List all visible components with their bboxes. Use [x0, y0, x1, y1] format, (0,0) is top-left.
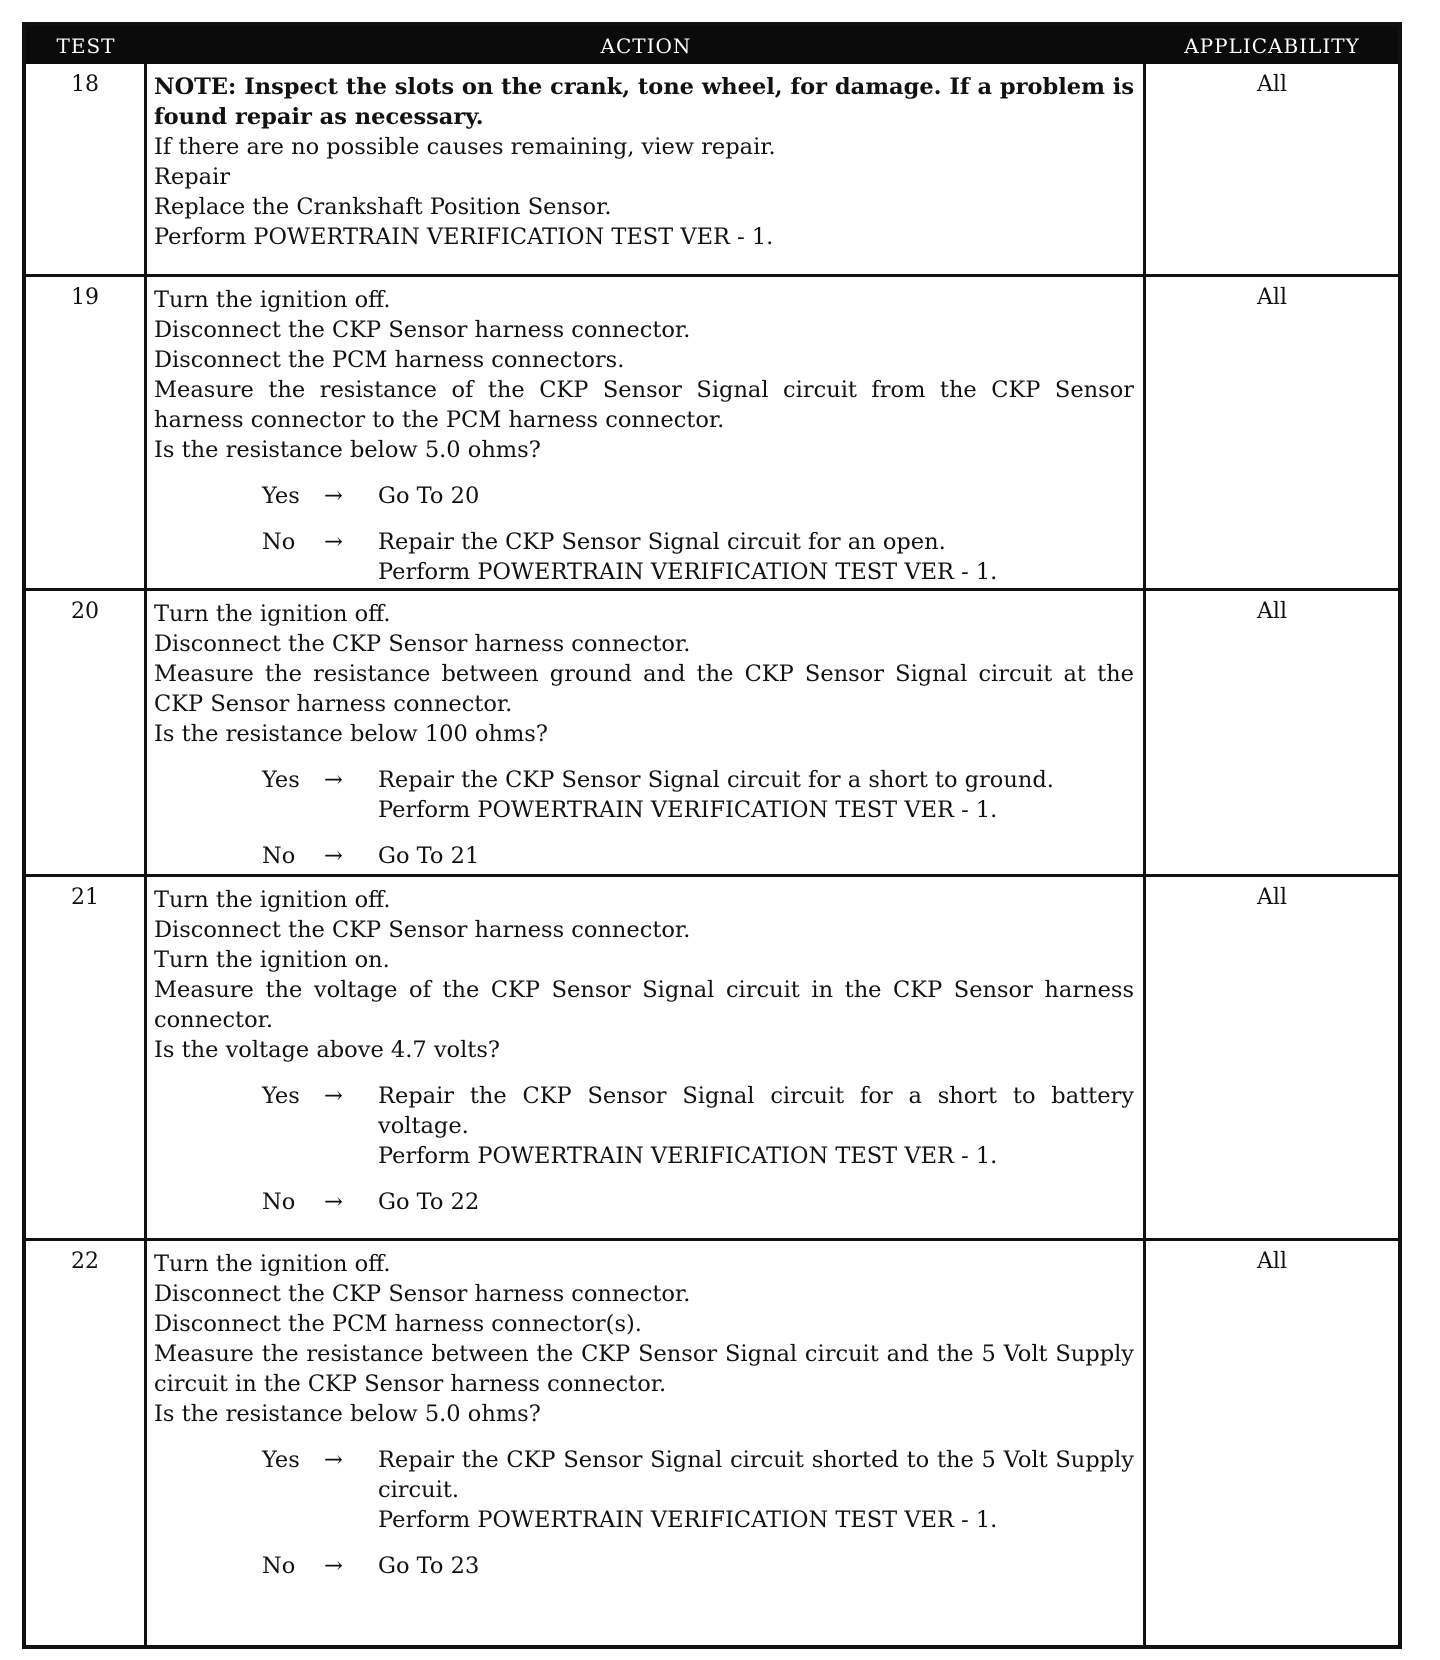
action-cell [154, 1249, 1134, 1581]
table-row [26, 274, 1398, 588]
no-label: No [262, 843, 296, 869]
test-number: 19 [71, 285, 99, 310]
action-line: Is the resistance below 100 ohms? [154, 721, 548, 747]
no-branch [154, 527, 1134, 587]
table-header [26, 26, 1398, 64]
yes-branch [154, 765, 1134, 825]
no-branch [154, 841, 1134, 871]
action-line: Turn the ignition on. [154, 947, 390, 973]
no-result: Go To 21 [378, 843, 480, 869]
table-row [26, 588, 1398, 874]
action-line: Disconnect the CKP Sensor harness connector. [154, 631, 691, 657]
applicability-value: All [1257, 72, 1287, 97]
no-result: Repair the CKP Sensor Signal circuit for an open. [378, 529, 946, 555]
arrow-icon: → [324, 529, 343, 555]
note-text: NOTE: Inspect the slots on the crank, tone wheel, for damage. If a problem is found repair as necessary. [154, 74, 1134, 130]
table-row [26, 64, 1398, 274]
action-cell [154, 285, 1134, 587]
action-line: Disconnect the CKP Sensor harness connector. [154, 317, 691, 343]
applicability-value: All [1257, 885, 1287, 910]
applicability-value: All [1257, 285, 1287, 310]
action-line: Measure the resistance between the CKP Sensor Signal circuit and the 5 Volt Supply circuit in the CKP Sensor harness connector. [154, 1341, 1134, 1397]
no-label: No [262, 1553, 296, 1579]
action-line: Is the voltage above 4.7 volts? [154, 1037, 500, 1063]
no-result: Go To 22 [378, 1189, 480, 1215]
repair-line: Perform POWERTRAIN VERIFICATION TEST VER - 1. [154, 224, 774, 250]
test-number: 20 [71, 599, 99, 624]
action-line: Measure the resistance between ground and the CKP Sensor Signal circuit at the CKP Sensor harness connector. [154, 661, 1134, 717]
arrow-icon: → [324, 1447, 343, 1473]
no-branch [154, 1551, 1134, 1581]
no-result-line2: Perform POWERTRAIN VERIFICATION TEST VER - 1. [378, 559, 998, 585]
yes-result: Go To 20 [378, 483, 480, 509]
table-row [26, 874, 1398, 1238]
arrow-icon: → [324, 483, 343, 509]
action-cell [154, 885, 1134, 1217]
action-cell [154, 599, 1134, 871]
arrow-icon: → [324, 843, 343, 869]
yes-result-line2: Perform POWERTRAIN VERIFICATION TEST VER - 1. [378, 797, 998, 823]
yes-result-line2: Perform POWERTRAIN VERIFICATION TEST VER - 1. [378, 1143, 998, 1169]
arrow-icon: → [324, 1083, 343, 1109]
yes-label: Yes [262, 483, 300, 509]
table-row [26, 1238, 1398, 1645]
no-label: No [262, 1189, 296, 1215]
yes-result: Repair the CKP Sensor Signal circuit for a short to ground. [378, 767, 1054, 793]
diagnostic-table [22, 22, 1402, 1649]
action-line: Disconnect the PCM harness connectors. [154, 347, 625, 373]
action-line: Is the resistance below 5.0 ohms? [154, 437, 541, 463]
test-number: 21 [71, 885, 99, 910]
repair-line: Replace the Crankshaft Position Sensor. [154, 194, 612, 220]
action-cell [154, 72, 1134, 252]
test-number: 18 [71, 72, 99, 97]
header-applicability: APPLICABILITY [1184, 34, 1360, 58]
action-line: Turn the ignition off. [154, 601, 391, 627]
applicability-value: All [1257, 1249, 1287, 1274]
no-label: No [262, 529, 296, 555]
no-result: Go To 23 [378, 1553, 480, 1579]
yes-branch [154, 481, 1134, 511]
yes-branch [154, 1445, 1134, 1535]
repair-label: Repair [154, 164, 231, 190]
action-line: Is the resistance below 5.0 ohms? [154, 1401, 541, 1427]
arrow-icon: → [324, 1553, 343, 1579]
arrow-icon: → [324, 1189, 343, 1215]
header-action: ACTION [600, 34, 692, 58]
action-line: Measure the voltage of the CKP Sensor Signal circuit in the CKP Sensor harness connector. [154, 977, 1134, 1033]
yes-label: Yes [262, 1447, 300, 1473]
header-test: TEST [56, 34, 116, 58]
yes-branch [154, 1081, 1134, 1171]
action-line: Disconnect the PCM harness connector(s). [154, 1311, 642, 1337]
action-line: Turn the ignition off. [154, 887, 391, 913]
action-line: Disconnect the CKP Sensor harness connector. [154, 917, 691, 943]
yes-result: Repair the CKP Sensor Signal circuit shorted to the 5 Volt Supply circuit. [378, 1447, 1134, 1503]
yes-label: Yes [262, 1083, 300, 1109]
arrow-icon: → [324, 767, 343, 793]
action-line: Turn the ignition off. [154, 287, 391, 313]
yes-result-line2: Perform POWERTRAIN VERIFICATION TEST VER - 1. [378, 1507, 998, 1533]
action-line: Turn the ignition off. [154, 1251, 391, 1277]
action-line: Disconnect the CKP Sensor harness connector. [154, 1281, 691, 1307]
applicability-value: All [1257, 599, 1287, 624]
no-branch [154, 1187, 1134, 1217]
yes-result: Repair the CKP Sensor Signal circuit for a short to battery voltage. [378, 1083, 1134, 1139]
action-line: If there are no possible causes remaining, view repair. [154, 134, 776, 160]
test-number: 22 [71, 1249, 99, 1274]
action-line: Measure the resistance of the CKP Sensor Signal circuit from the CKP Sensor harness connector to the PCM harness connector. [154, 377, 1134, 433]
yes-label: Yes [262, 767, 300, 793]
